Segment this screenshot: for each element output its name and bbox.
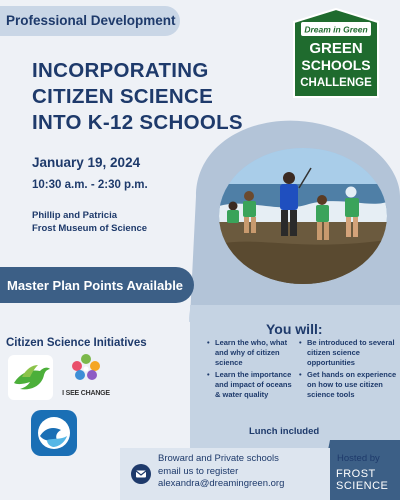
contact-email[interactable]: alexandra@dreamingreen.org — [158, 478, 285, 489]
svg-text:CHALLENGE: CHALLENGE — [300, 77, 372, 89]
you-will-item: • Learn the who, what and why of citizen science — [205, 338, 293, 368]
title-line-2: CITIZEN SCIENCE — [32, 85, 214, 108]
wave-app-icon — [31, 410, 77, 456]
frost-name-line-1: FROST — [336, 468, 376, 480]
contact-line-2: email us to register — [158, 465, 239, 477]
hosted-by-label: Hosted by — [337, 453, 380, 464]
you-will-list-right — [297, 338, 397, 402]
svg-text:GREEN: GREEN — [309, 40, 363, 57]
you-will-item: • Learn the importance and impact of oceans & water quality — [205, 370, 293, 400]
you-will-heading: You will: — [266, 321, 323, 337]
beach-photo-illustration — [219, 148, 387, 284]
beach-photo — [219, 148, 387, 284]
initiatives-title: Citizen Science Initiatives — [6, 337, 147, 349]
title-line-3: INTO K-12 SCHOOLS — [32, 111, 243, 134]
wave-app-graphic — [31, 410, 77, 456]
lunch-note: Lunch included — [249, 426, 320, 437]
green-schools-challenge-logo — [293, 8, 379, 98]
i-see-change-icon — [56, 352, 116, 392]
frost-name-line-2: SCIENCE — [336, 480, 389, 492]
svg-text:SCHOOLS: SCHOOLS — [301, 57, 371, 73]
event-date: January 19, 2024 — [32, 155, 141, 170]
event-venue — [32, 209, 147, 235]
title-line-1: INCORPORATING — [32, 59, 209, 82]
envelope-glyph — [131, 464, 151, 484]
contact-block — [158, 453, 284, 491]
bird-icon — [8, 355, 53, 400]
contact-line-1: Broward and Private schools — [158, 453, 279, 464]
you-will-item: • Be introduced to several citizen science opportunities — [297, 338, 397, 368]
you-will-list-left — [205, 338, 293, 402]
frost-science-logo — [336, 468, 388, 492]
venue-line-2: Frost Museum of Science — [32, 223, 148, 234]
mail-icon — [131, 464, 151, 484]
page-title — [32, 58, 282, 136]
header-badge: Professional Development — [6, 13, 176, 28]
event-time: 10:30 a.m. - 2:30 p.m. — [32, 179, 148, 191]
you-will-item: • Get hands on experience on how to use citizen science tools — [297, 370, 397, 400]
master-plan-label: Master Plan Points Available — [7, 278, 184, 293]
svg-text:Dream in Green: Dream in Green — [304, 24, 368, 35]
venue-line-1: Phillip and Patricia — [32, 210, 117, 221]
i-see-change-label: I SEE CHANGE — [62, 390, 110, 397]
bird-icon-card — [8, 355, 53, 400]
